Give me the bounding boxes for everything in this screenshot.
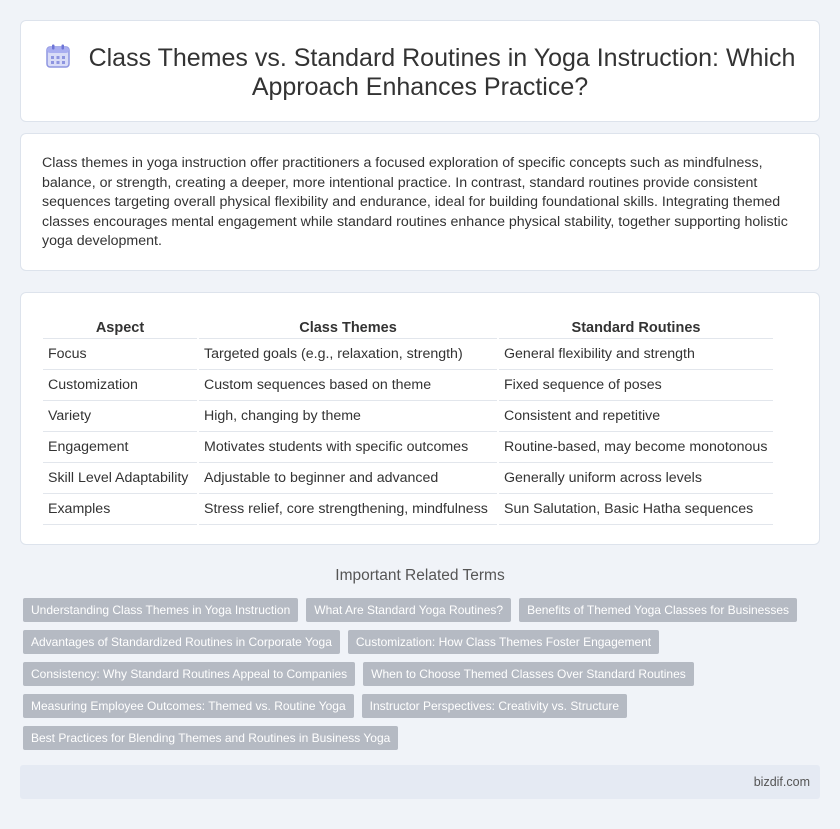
related-term-link[interactable]: What Are Standard Yoga Routines? <box>306 598 511 622</box>
table-cell: Consistent and repetitive <box>498 400 773 431</box>
table-row <box>43 493 773 524</box>
table-cell: Motivates students with specific outcomes <box>198 431 498 462</box>
table-cell: Custom sequences based on theme <box>198 369 498 400</box>
table-cell: Engagement <box>43 431 198 462</box>
table-cell: Routine-based, may become monotonous <box>498 431 773 462</box>
header-card <box>20 20 820 122</box>
footer-bar <box>20 765 820 799</box>
header-aspect: Aspect <box>43 315 198 338</box>
table-cell: Customization <box>43 369 198 400</box>
related-term-link[interactable]: Instructor Perspectives: Creativity vs. Structure <box>362 694 627 718</box>
table-cell: Examples <box>43 493 198 524</box>
related-terms-title: Important Related Terms <box>335 567 505 584</box>
related-term-link[interactable]: Best Practices for Blending Themes and Routines in Business Yoga <box>23 726 398 750</box>
calendar-icon <box>45 43 71 69</box>
table-row <box>43 369 773 400</box>
intro-paragraph: Class themes in yoga instruction offer practitioners a focused exploration of specific concepts such as mindfulness, balance, or strength, creating a deeper, more intentional practice. In contrast, standard routines provide consistent sequences targeting overall physical flexibility and endurance, ideal for building foundational skills. Integrating themed classes encourages mental engagement while standard routines enhance physical stability, together supporting holistic yoga development. <box>42 155 788 250</box>
table-cell: Skill Level Adaptability <box>43 462 198 493</box>
table-cell: Targeted goals (e.g., relaxation, strength) <box>198 338 498 369</box>
table-cell: Generally uniform across levels <box>498 462 773 493</box>
table-cell: Stress relief, core strengthening, mindfulness <box>198 493 498 524</box>
table-cell: High, changing by theme <box>198 400 498 431</box>
table-cell: Sun Salutation, Basic Hatha sequences <box>498 493 773 524</box>
related-term-link[interactable]: Measuring Employee Outcomes: Themed vs. Routine Yoga <box>23 694 354 718</box>
table-cell: Focus <box>43 338 198 369</box>
header-standard-routines: Standard Routines <box>498 315 773 338</box>
table-header-row <box>43 315 773 338</box>
site-name[interactable]: bizdif.com <box>753 775 810 789</box>
related-term-link[interactable]: Benefits of Themed Yoga Classes for Businesses <box>519 598 797 622</box>
table-cell: Adjustable to beginner and advanced <box>198 462 498 493</box>
title-line-1: Class Themes vs. Standard Routines in Yoga Instruction: Which <box>88 44 796 72</box>
table-cell: General flexibility and strength <box>498 338 773 369</box>
related-term-link[interactable]: Customization: How Class Themes Foster Engagement <box>348 630 659 654</box>
table-row <box>43 431 773 462</box>
intro-card <box>20 133 820 271</box>
comparison-card <box>20 292 820 545</box>
related-terms-list <box>23 598 790 758</box>
table-cell: Variety <box>43 400 198 431</box>
table-row <box>43 462 773 493</box>
related-term-link[interactable]: When to Choose Themed Classes Over Standard Routines <box>363 662 694 686</box>
table-row <box>43 338 773 369</box>
header-class-themes: Class Themes <box>198 315 498 338</box>
page-title <box>21 43 819 102</box>
related-term-link[interactable]: Consistency: Why Standard Routines Appeal to Companies <box>23 662 355 686</box>
table-cell: Fixed sequence of poses <box>498 369 773 400</box>
comparison-table <box>43 315 773 525</box>
related-term-link[interactable]: Understanding Class Themes in Yoga Instruction <box>23 598 298 622</box>
table-row <box>43 400 773 431</box>
related-term-link[interactable]: Advantages of Standardized Routines in Corporate Yoga <box>23 630 340 654</box>
title-line-2: Approach Enhances Practice? <box>251 73 589 101</box>
